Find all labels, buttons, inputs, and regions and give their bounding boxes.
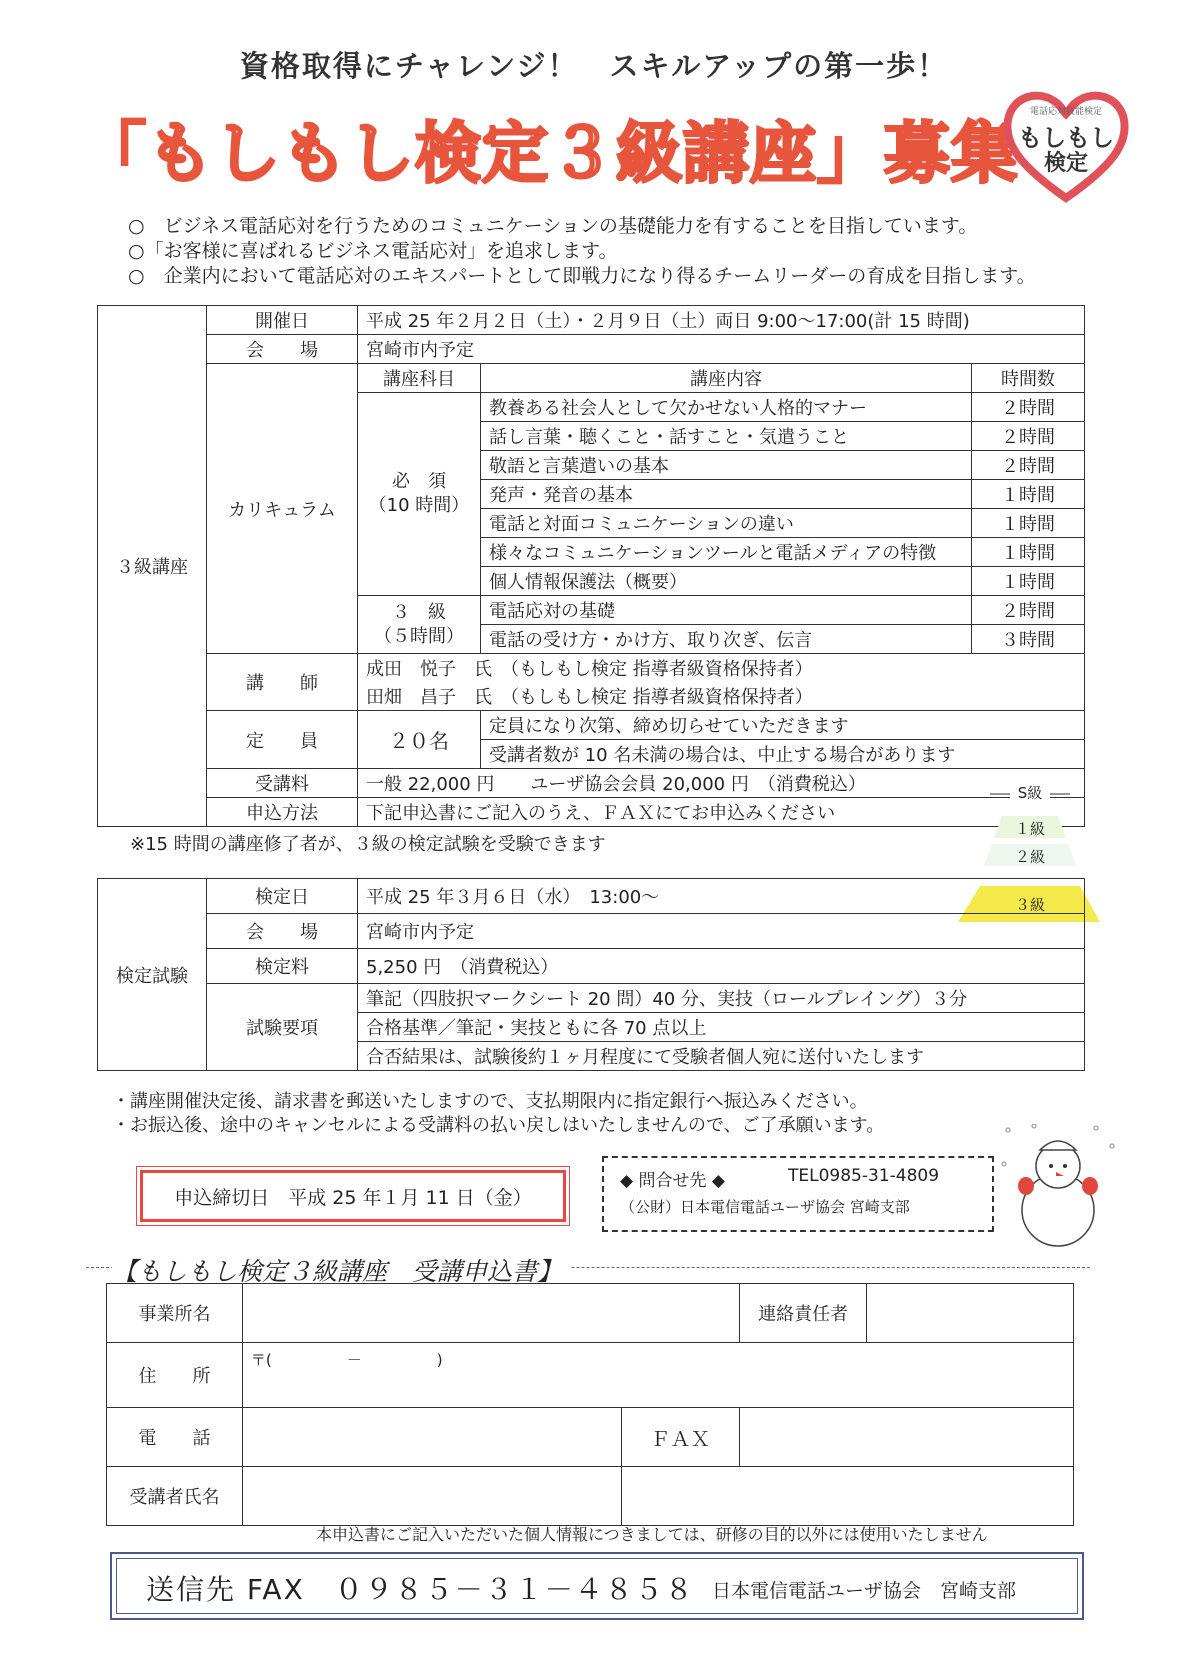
capacity-note: 定員になり次第、締め切らせていただきます	[481, 711, 1085, 740]
snowman-illustration	[1000, 1124, 1120, 1250]
capacity-value: ２０名	[358, 711, 481, 769]
exam-venue-label: 会 場	[207, 914, 358, 949]
grade3-label: ３ 級	[392, 601, 446, 623]
privacy-note: 本申込書にご記入いただいた個人情報につきましては、研修の目的以外には使用いたしません	[316, 1525, 988, 1544]
curriculum-hours: ２時間	[972, 596, 1085, 625]
contact-person-field[interactable]	[867, 1284, 1074, 1343]
trainee-field-1[interactable]	[242, 1467, 621, 1526]
curriculum-content: 個人情報保護法（概要）	[481, 567, 972, 596]
exam-req-label: 試験要項	[207, 984, 358, 1071]
contact-box	[602, 1156, 994, 1232]
instructor-label: 講 師	[207, 654, 358, 711]
fax-destination-bar	[110, 1552, 1084, 1620]
fee-value: 一般 22,000 円 ユーザ協会会員 20,000 円 （消費税込）	[358, 769, 1085, 798]
required-hours-label: （10 時間）	[368, 495, 470, 516]
course-section-label: ３級講座	[98, 306, 207, 827]
apply-label: 申込方法	[207, 798, 358, 827]
purpose-item: ○「お客様に喜ばれるビジネス電話応対」を追求します。	[128, 240, 618, 262]
tagline: 資格取得にチャレンジ！ スキルアップの第一歩！	[239, 49, 949, 83]
address-label: 住 所	[107, 1343, 243, 1408]
form-title: 【もしもし検定３級講座 受講申込書】	[112, 1252, 570, 1288]
curriculum-hours: １時間	[972, 538, 1085, 567]
moshimoshi-logo	[1000, 86, 1132, 206]
trainee-label: 受講者氏名	[107, 1467, 243, 1526]
required-label: 必 須	[392, 471, 446, 492]
fax-label: ＦＡＸ	[621, 1408, 740, 1467]
col-hours: 時間数	[972, 364, 1085, 393]
curriculum-label: カリキュラム	[207, 364, 358, 654]
fax-org: 日本電信電話ユーザ協会 宮崎支部	[712, 1580, 1017, 1602]
venue-value: 宮崎市内予定	[358, 335, 1085, 364]
curriculum-hours: ２時間	[972, 393, 1085, 422]
date-label: 開催日	[207, 306, 358, 335]
fax-field[interactable]	[740, 1408, 1074, 1467]
notice-item: ・お振込後、途中のキャンセルによる受講料の払い戻しはいたしませんので、ご了承願います。	[112, 1115, 885, 1136]
fee-label: 受講料	[207, 769, 358, 798]
logo-text-1: もしもし	[1018, 124, 1114, 152]
capacity-note: 受講者数が 10 名未満の場合は、中止する場合があります	[481, 740, 1085, 769]
exam-requirement: 合格基準／筆記・実技ともに各 70 点以上	[358, 1013, 1085, 1042]
required-subject	[358, 393, 481, 596]
instructor-2: 田畑 昌子 氏 （もしもし検定 指導者級資格保持者）	[358, 682, 1085, 711]
application-form	[106, 1283, 1074, 1526]
date-value: 平成 25 年２月２日（土）・２月９日（土）両日 9:00～17:00(計 15 時間)	[358, 306, 1085, 335]
fax-number: 送信先 FAX ０９８５－３１－４８５８	[146, 1573, 695, 1606]
exam-section-label: 検定試験	[98, 879, 207, 1071]
exam-venue-value: 宮崎市内予定	[358, 914, 1085, 949]
curriculum-hours: １時間	[972, 567, 1085, 596]
curriculum-content: 様々なコミュニケーションツールと電話メディアの特徴	[481, 538, 972, 567]
notices	[112, 1090, 884, 1138]
pyramid-level: １級	[1014, 820, 1045, 838]
exam-fee-label: 検定料	[207, 949, 358, 984]
curriculum-content: 電話と対面コミュニケーションの違い	[481, 509, 972, 538]
col-subject: 講座科目	[358, 364, 481, 393]
company-field[interactable]	[242, 1284, 739, 1343]
capacity-label: 定 員	[207, 711, 358, 769]
phone-field[interactable]	[242, 1408, 621, 1467]
purpose-list	[128, 214, 1036, 289]
curriculum-hours: ３時間	[972, 625, 1085, 654]
page-title: 「もしもし検定３級講座」募集	[80, 115, 1018, 192]
curriculum-hours: １時間	[972, 509, 1085, 538]
grade3-hours-label: （５時間）	[374, 625, 464, 647]
contact-tel: TEL0985-31-4809	[788, 1166, 940, 1186]
curriculum-content: 発声・発音の基本	[481, 480, 972, 509]
purpose-item: ○ ビジネス電話応対を行うためのコミュニケーションの基礎能力を有することを目指しています。	[128, 215, 978, 237]
col-content: 講座内容	[481, 364, 972, 393]
exam-date-value: 平成 25 年３月６日（水） 13:00～	[358, 879, 1085, 914]
course-footnote: ※15 時間の講座修了者が、３級の検定試験を受験できます	[130, 834, 606, 855]
logo-text-2: 検定	[1043, 151, 1088, 176]
contact-title: ◆ 問合せ先 ◆	[620, 1171, 725, 1191]
exam-requirement: 筆記（四肢択マークシート 20 問）40 分、実技（ロールプレイング）３分	[358, 984, 1085, 1013]
deadline-box: 申込締切日 平成 25 年１月 11 日（金）	[140, 1170, 566, 1222]
curriculum-content: 電話の受け方・かけ方、取り次ぎ、伝言	[481, 625, 972, 654]
contact-person-label: 連絡責任者	[740, 1284, 867, 1343]
course-table	[97, 305, 1085, 827]
curriculum-hours: １時間	[972, 480, 1085, 509]
curriculum-content: 敬語と言葉遣いの基本	[481, 451, 972, 480]
exam-table	[97, 878, 1085, 1071]
trainee-field-2[interactable]	[621, 1467, 1073, 1526]
apply-value: 下記申込書にご記入のうえ、ＦＡＸにてお申込みください	[358, 798, 1085, 827]
curriculum-hours: ２時間	[972, 451, 1085, 480]
exam-date-label: 検定日	[207, 879, 358, 914]
pyramid-top: S級	[1010, 782, 1050, 803]
address-field[interactable]: 〒( － )	[242, 1343, 1073, 1408]
notice-item: ・講座開催決定後、請求書を郵送いたしますので、支払期限内に指定銀行へ振込みください。	[112, 1091, 868, 1112]
curriculum-content: 電話応対の基礎	[481, 596, 972, 625]
curriculum-content: 教養ある社会人として欠かせない人格的マナー	[481, 393, 972, 422]
contact-org: （公財）日本電信電話ユーザ協会 宮崎支部	[620, 1198, 910, 1216]
pyramid-level: ２級	[1014, 848, 1045, 866]
curriculum-hours: ２時間	[972, 422, 1085, 451]
curriculum-content: 話し言葉・聴くこと・話すこと・気遣うこと	[481, 422, 972, 451]
pyramid-level: ３級	[1014, 896, 1045, 914]
venue-label: 会 場	[207, 335, 358, 364]
exam-fee-value: 5,250 円 （消費税込）	[358, 949, 1085, 984]
instructor-1: 成田 悦子 氏 （もしもし検定 指導者級資格保持者）	[358, 654, 1085, 683]
grade3-subject	[358, 596, 481, 654]
exam-requirement: 合否結果は、試験後約１ヶ月程度にて受験者個人宛に送付いたします	[358, 1042, 1085, 1071]
company-label: 事業所名	[107, 1284, 243, 1343]
logo-caption: 電話応対技能検定	[1029, 107, 1102, 117]
phone-label: 電 話	[107, 1408, 243, 1467]
purpose-item: ○ 企業内において電話応対のエキスパートとして即戦力になり得るチームリーダーの育成を目指します。	[128, 265, 1036, 287]
